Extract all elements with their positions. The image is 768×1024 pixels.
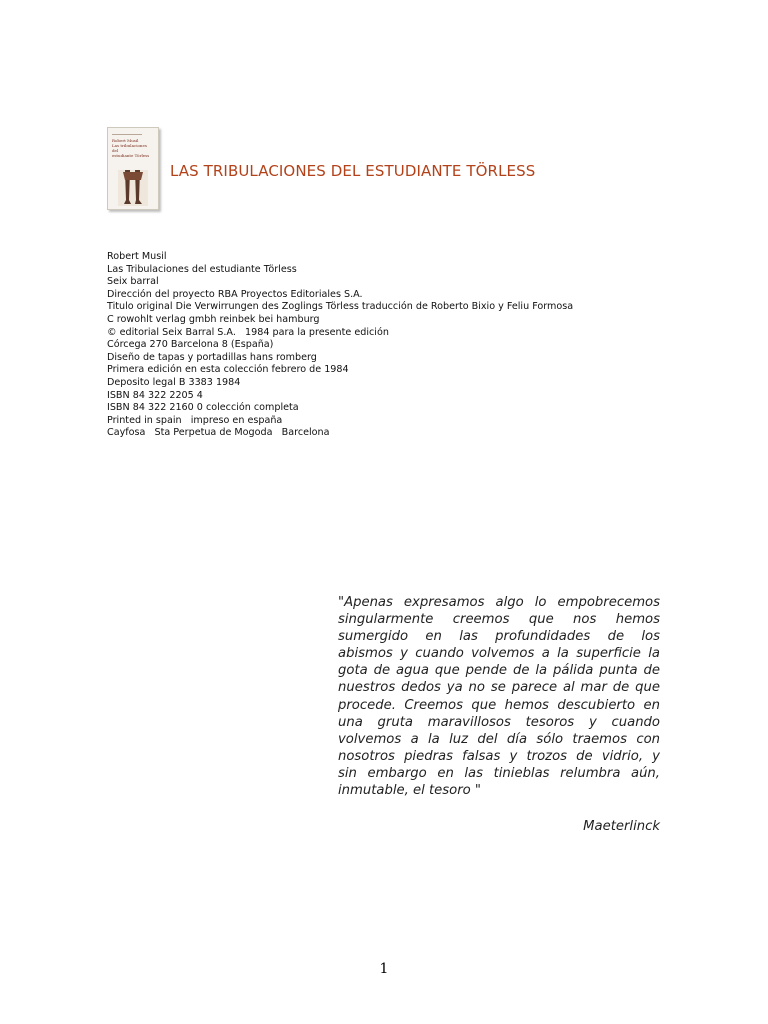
page-number: 1 <box>379 961 389 977</box>
credits-block <box>107 251 667 440</box>
epigraph-line: gota de agua que pende de la pálida punta de <box>338 663 660 679</box>
book-cover-image <box>107 127 159 210</box>
epigraph-line: volvemos a la luz del día sólo traemos con <box>338 731 660 747</box>
epigraph-line: abismos y cuando volvemos a la superficie la <box>338 646 660 662</box>
credit-line: Dirección del proyecto RBA Proyectos Editoriales S.A. <box>107 288 363 300</box>
credit-line: ISBN 84 322 2205 4 <box>107 389 203 401</box>
epigraph-line: sumergido en las profundidades de los <box>338 629 660 645</box>
epigraph-line: inmutable, el tesoro " <box>338 783 481 799</box>
epigraph-line: nuestros dedos ya no se parece al mar de que <box>338 680 660 696</box>
credit-line: Cayfosa Sta Perpetua de Mogoda Barcelona <box>107 427 330 439</box>
epigraph-line: "Apenas expresamos algo lo empobrecemos <box>338 595 660 610</box>
credit-line: Seix barral <box>107 276 159 288</box>
epigraph-line: una gruta maravillosos tesoros y cuando <box>338 714 660 730</box>
epigraph-line: sin embargo en las tinieblas relumbra aún, <box>338 765 660 781</box>
cover-title-line-1: Las tribulaciones del <box>112 143 147 153</box>
credit-line: Printed in spain impreso en españa <box>107 414 283 426</box>
credit-line: © editorial Seix Barral S.A. 1984 para la presente edición <box>107 326 389 338</box>
credit-line: Deposito legal B 3383 1984 <box>107 376 241 388</box>
credit-line: Primera edición en esta colección febrero de 1984 <box>107 364 349 376</box>
credit-line: C rowohlt verlag gmbh reinbek bei hamburg <box>107 313 320 325</box>
cover-legs-illustration <box>118 170 148 206</box>
credit-line: Diseño de tapas y portadillas hans romberg <box>107 351 317 363</box>
cover-title-line-2: estudiante Törless <box>112 153 150 158</box>
credit-line: Titulo original Die Verwirrungen des Zoglings Törless traducción de Roberto Bixio y Feliu Formosa <box>107 301 574 313</box>
epigraph-line: procede. Creemos que hemos descubierto en <box>338 697 660 713</box>
credit-line: Robert Musil <box>107 251 167 262</box>
credit-line: Las Tribulaciones del estudiante Törless <box>107 263 297 275</box>
page-title: LAS TRIBULACIONES DEL ESTUDIANTE TÖRLESS <box>170 162 536 180</box>
epigraph-author: Maeterlinck <box>583 819 660 834</box>
epigraph-quote <box>338 594 660 799</box>
epigraph-line: nosotros piedras falsas y trozos de vidrio, y <box>338 748 660 764</box>
epigraph-line: singularmente creemos que nos hemos <box>338 612 660 628</box>
cover-text <box>112 133 152 158</box>
credit-line: ISBN 84 322 2160 0 colección completa <box>107 402 299 414</box>
cover-rule <box>112 134 142 135</box>
credit-line: Córcega 270 Barcelona 8 (España) <box>107 339 274 351</box>
cover-author: Robert Musil <box>112 138 139 143</box>
